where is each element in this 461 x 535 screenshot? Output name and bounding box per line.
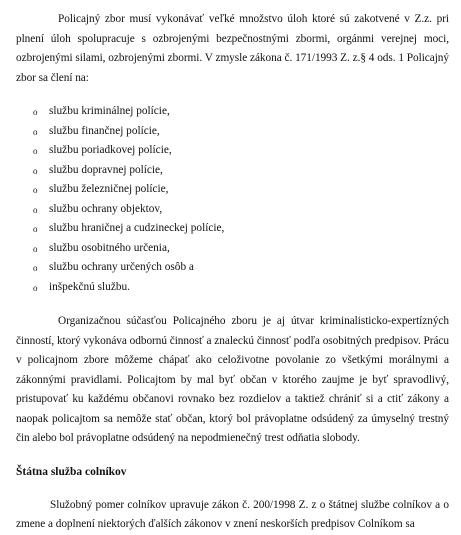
list-item: o službu osobitného určenia, [16, 239, 449, 259]
list-item: o službu hraničnej a cudzineckej polície, [16, 219, 449, 239]
bullet-icon: o [33, 165, 38, 176]
document-page [16, 0, 449, 535]
list-item: o službu poriadkovej polície, [16, 141, 449, 161]
list-item: o službu železničnej polície, [16, 180, 449, 200]
bullet-icon: o [33, 224, 38, 234]
bullet-icon: o [33, 126, 38, 137]
bullet-icon: o [33, 185, 38, 195]
list-item: o inšpekčnú službu. [16, 278, 449, 298]
bullet-icon: o [33, 107, 38, 117]
list-item: o službu dopravnej polície, [16, 161, 449, 181]
paragraph-customs: Služobný pomer colníkov upravuje zákon č. 200/1998 Z. z o štátnej službe colníkov a o zmene a doplnení niektorých ďalších zákonov v znení neskorších predpisov Colníkom sa [16, 498, 449, 530]
list-item: o službu ochrany objektov, [16, 200, 449, 220]
bullet-icon: o [33, 243, 38, 254]
police-services-list [16, 102, 449, 297]
list-item: o službu finančnej polície, [16, 122, 449, 142]
list-item: o službu ochrany určených osôb a [16, 258, 449, 278]
bullet-icon: o [33, 282, 38, 293]
paragraph-intro: Policajný zbor musí vykonávať veľké množstvo úloh ktoré sú zakotvené v Z.z. pri plnení úloh spolupracuje s ozbrojenými bezpečnostnými zbormi, orgánmi verejnej moci, ozbrojenými silami, ozbrojenými zbormi. V zmysle zákona č. 171/1993 Z. z.§ 4 ods. 1 Policajný zbor sa člení na: [16, 13, 449, 84]
bullet-icon: o [33, 146, 38, 156]
bullet-icon: o [33, 263, 38, 273]
section-heading: Štátna služba colníkov [16, 465, 127, 478]
bullet-icon: o [33, 204, 38, 215]
paragraph-organization: Organizačnou súčasťou Policajného zboru je aj útvar kriminalisticko-expertízných činností, ktorý vykonáva odbornú činnosť a znaleckú činnosť podľa osobitných predpisov. Prácu v policajnom zbore môžeme chápať ako celoživotne povolanie zo všetkými morálnymi a zákonnými pravidlami. Policajtom by mal byť občan v ktorého zaujme je byť spravodlivý, pristupovať ku každému občanovi rovnako bez rozdielov a taktiež chrániť si a ctiť zákony a naopak policajtom sa nemôže stať občan, ktorý bol právoplatne odsúdený za úmyselný trestný čin alebo bol právoplatne odsúdený na nepodmienečný trest odňatia slobody. [16, 315, 449, 444]
list-item: o službu kriminálnej polície, [16, 102, 449, 122]
